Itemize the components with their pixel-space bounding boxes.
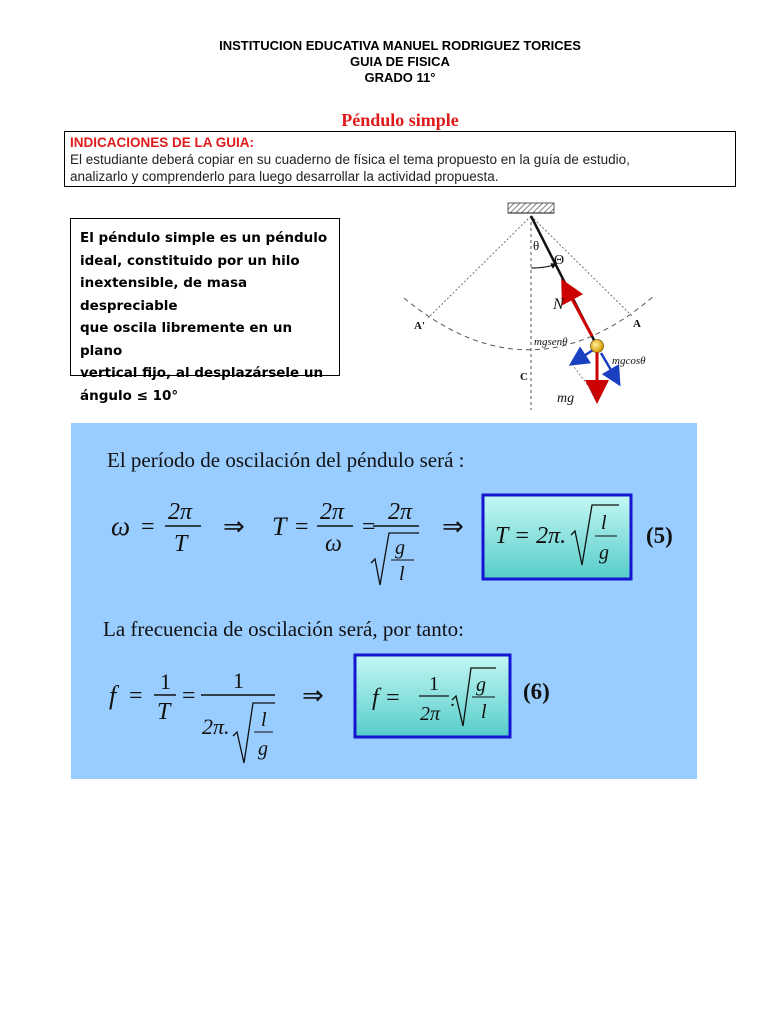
equals-sign-1: = [141, 514, 155, 540]
two-pi-numerator-2: 2π [320, 499, 345, 525]
definition-line: ángulo ≤ 10° [80, 387, 179, 404]
t-denominator-1: T [174, 531, 188, 557]
implies-arrow-3: ⇒ [302, 681, 324, 710]
two-pi-numerator-3: 2π [388, 499, 413, 525]
l-numerator-3: l [261, 709, 267, 731]
pendulum-bob [591, 340, 604, 353]
definition-line: inextensible, de masa despreciable [80, 275, 248, 314]
theta-big-label: Θ [554, 253, 565, 268]
f-symbol-1: f [109, 681, 117, 710]
pendulum-diagram [400, 198, 670, 413]
theta-arc [531, 264, 556, 268]
definition-line: ideal, constituido por un hilo [80, 252, 300, 269]
page-title: Péndulo simple [341, 110, 459, 130]
component-guide [572, 364, 597, 398]
omega-symbol: ω [111, 511, 131, 541]
guide-body-line-2: analizarlo y comprenderlo para luego desarrollar la actividad propuesta. [70, 169, 499, 184]
l-denominator-1: l [399, 563, 405, 585]
g-numerator-4: g [476, 674, 486, 696]
frequency-intro-text: La frecuencia de oscilación será, por tanto: [103, 617, 464, 641]
ceiling-support [508, 203, 554, 213]
definition-line: vertical fijo, al desplazársele un [80, 365, 324, 381]
point-a-label: A [633, 318, 641, 330]
equation-number-6: (6) [523, 679, 550, 704]
guide-subject: GUIA DE FISICA [350, 54, 450, 69]
left-extreme-string [428, 216, 531, 318]
guide-instructions-box [64, 131, 736, 187]
mg-label: mg [557, 391, 575, 406]
two-pi-dot-1: 2π. [202, 714, 230, 739]
one-numerator-2: 1 [233, 668, 244, 693]
formula-panel [71, 423, 697, 779]
equals-sign-5: = [182, 683, 196, 709]
mg-sin-arrow [573, 350, 593, 363]
guide-body-line-1: El estudiante deberá copiar en su cuaderno de física el tema propuesto en la guía de estudio, [70, 152, 630, 167]
l-numerator-2: l [601, 512, 607, 534]
omega-denominator: ω [325, 531, 342, 557]
right-reference-line [531, 216, 632, 316]
two-pi-numerator-1: 2π [168, 499, 193, 525]
one-numerator-3: 1 [429, 673, 439, 695]
g-denominator-2: g [599, 542, 609, 564]
point-a-prime-label: A' [414, 320, 425, 332]
formula-canvas [71, 423, 697, 779]
mg-sin-label: mgsenθ [534, 336, 568, 348]
equals-sign-2: = [295, 514, 309, 540]
grade-label: GRADO 11° [364, 70, 436, 85]
equation-number-5: (5) [646, 523, 673, 548]
tension-arrow [564, 284, 592, 336]
point-c-label: C [520, 371, 528, 383]
t-symbol-1: T [272, 512, 287, 541]
theta-small-label: θ [533, 238, 540, 253]
equals-sign-3: = [362, 514, 376, 540]
period-result-text: T = 2π. [495, 523, 567, 549]
one-numerator-1: 1 [160, 669, 171, 694]
implies-arrow-1: ⇒ [223, 512, 245, 541]
g-numerator-1: g [395, 537, 405, 559]
definition-line: El péndulo simple es un péndulo [80, 230, 328, 246]
t-denominator-2: T [157, 699, 171, 725]
dot-operator: . [450, 689, 455, 711]
two-pi-denominator: 2π [420, 703, 441, 725]
mg-cos-label: mgcosθ [612, 355, 646, 367]
period-intro-text: El período de oscilación del péndulo será : [107, 448, 465, 472]
document-header [0, 38, 768, 86]
equals-sign-4: = [129, 683, 143, 709]
school-name: INSTITUCION EDUCATIVA MANUEL RODRIGUEZ TORICES [219, 38, 581, 53]
g-denominator-3: g [258, 738, 268, 760]
frequency-result-text: f = [372, 685, 401, 711]
swing-arc [404, 295, 655, 350]
sqrt-sign-3 [233, 703, 275, 763]
l-denominator-4: l [481, 701, 487, 723]
definition-box [70, 218, 340, 404]
definition-line: que oscila libremente en un plano [80, 320, 293, 359]
guide-heading: INDICACIONES DE LA GUIA: [70, 135, 255, 150]
tension-label: N [553, 296, 564, 313]
implies-arrow-2: ⇒ [442, 512, 464, 541]
